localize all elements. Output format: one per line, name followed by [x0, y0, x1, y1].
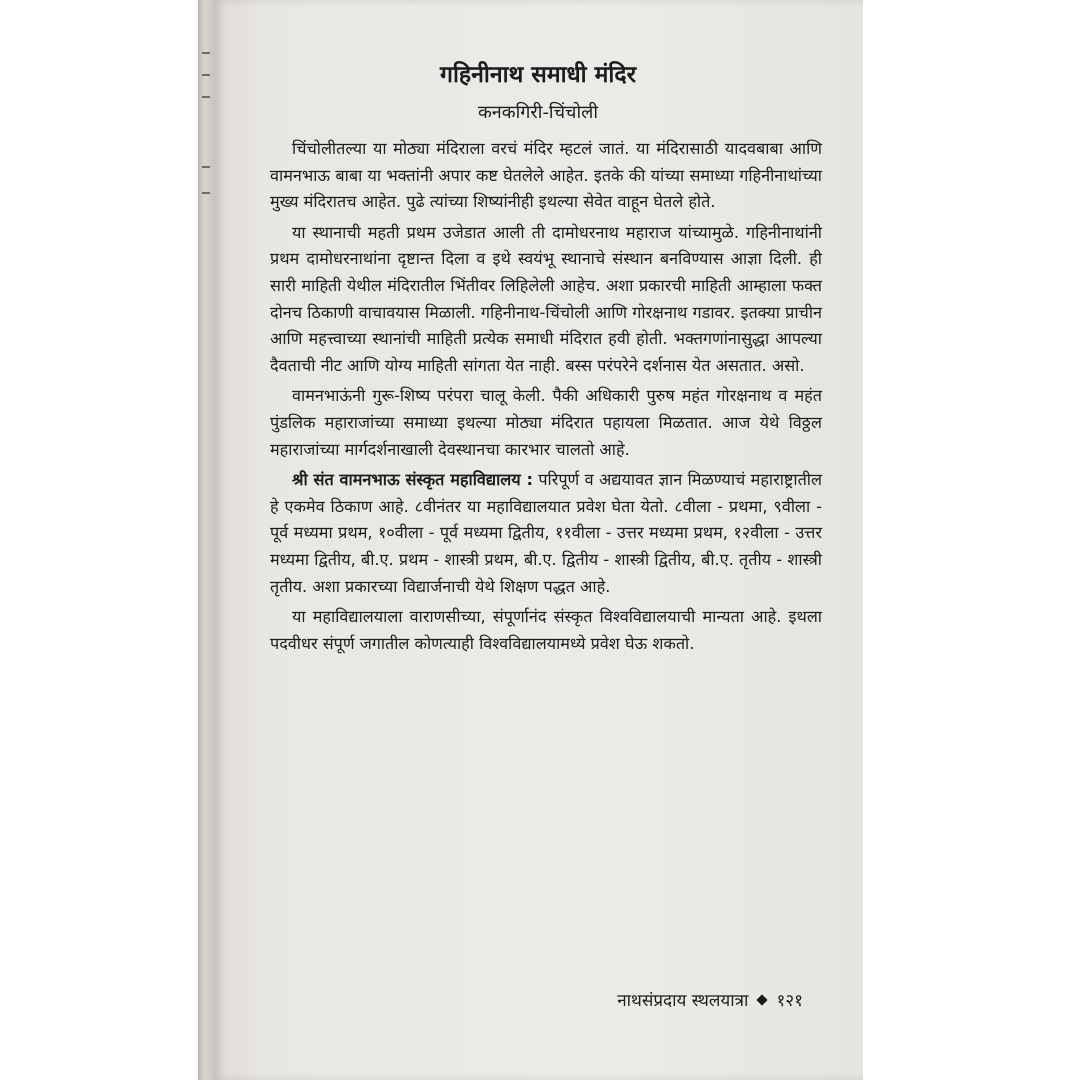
paragraph-2: या स्थानाची महती प्रथम उजेडात आली ती दामोधरनाथ महाराज यांच्यामुळे. गहिनीनाथांनी प्रथम दामोधरनाथांना दृष्टान्त दिला व इथे स्वयंभू स्थानाचे संस्थान बनविण्यास आज्ञा दिली. ही सारी माहिती येथील मंदिरातील भिंतीवर लिहिलेली आहेच. अशा प्रकारची माहिती आम्हाला फक्त दोनच ठिकाणी वाचावयास मिळाली. गहिनीनाथ-चिंचोली आणि गोरक्षनाथ गडावर. इतक्या प्राचीन आणि महत्त्वाच्या स्थानांची माहिती प्रत्येक समाधी मंदिरात हवी होती. भक्तगणांनासुद्धा आपल्या दैवताची नीट आणि योग्य माहिती सांगता येत नाही. बस्स परंपरेने दर्शनास येत असतात. असो. [270, 222, 822, 375]
page-footer [617, 989, 803, 1013]
page-title: गहिनीनाथ समाधी मंदिर [440, 62, 636, 88]
school-heading: श्री संत वामनभाऊ संस्कृत महाविद्यालय : [292, 470, 533, 490]
paragraph-3: वामनभाऊंनी गुरू-शिष्य परंपरा चालू केली. पैकी अधिकारी पुरुष महंत गोरक्षनाथ व महंत पुंडलिक महाराजांच्या समाध्या इथल्या मोठ्या मंदिरात पहायला मिळतात. आज येथे विठ्ठल महाराजांच्या मार्गदर्शनाखाली देवस्थानचा कारभार चालतो आहे. [270, 386, 822, 459]
left-page-edge [198, 0, 214, 1080]
paragraph-5: या महाविद्यालयाला वाराणसीच्या, संपूर्णानंद संस्कृत विश्वविद्यालयाची मान्यता आहे. इथला पदवीधर संपूर्ण जगातील कोणत्याही विश्वविद्यालयामध्ये प्रवेश घेऊ शकतो. [270, 607, 822, 653]
page-number: १२१ [776, 991, 803, 1011]
left-page-text-fragment [202, 192, 210, 194]
book-page [213, 0, 863, 1080]
left-page-text-fragment [202, 96, 210, 98]
diamond-icon [757, 994, 768, 1005]
left-page-text-fragment [202, 166, 210, 168]
left-page-text-fragment [202, 52, 210, 54]
paragraph-4 [270, 467, 822, 600]
paragraph-1: चिंचोलीतल्या या मोठ्या मंदिराला वरचं मंदिर म्हटलं जातं. या मंदिरासाठी यादवबाबा आणि वामनभाऊ बाबा या भक्तांनी अपार कष्ट घेतलेले आहेत. इतके की यांच्या समाध्या गहिनीनाथांच्या मुख्य मंदिरातच आहेत. पुढे त्यांच्या शिष्यांनीही इथल्या सेवेत वाहून घेतले होते. [270, 139, 822, 212]
left-page-text-fragment [202, 74, 210, 76]
page-subtitle: कनकगिरी-चिंचोली [477, 102, 598, 123]
school-text: परिपूर्ण व अद्ययावत ज्ञान मिळण्याचं महाराष्ट्रातील हे एकमेव ठिकाण आहे. ८वीनंतर या महाविद्यालयात प्रवेश घेता येतो. ८वीला - प्रथमा, ९वीला - पूर्व मध्यमा प्रथम, १०वीला - पूर्व मध्यमा द्वितीय, ११वीला - उत्तर मध्यमा प्रथम, १२वीला - उत्तर मध्यमा द्वितीय, बी.ए. प्रथम - शास्त्री प्रथम, बी.ए. द्वितीय - शास्त्री द्वितीय, बी.ए. तृतीय - शास्त्री तृतीय. अशा प्रकारच्या विद्यार्जनाची येथे शिक्षण पद्धत आहे. [270, 470, 822, 596]
footer-book-title: नाथसंप्रदाय स्थलयात्रा [617, 991, 749, 1011]
page-body [270, 136, 822, 661]
